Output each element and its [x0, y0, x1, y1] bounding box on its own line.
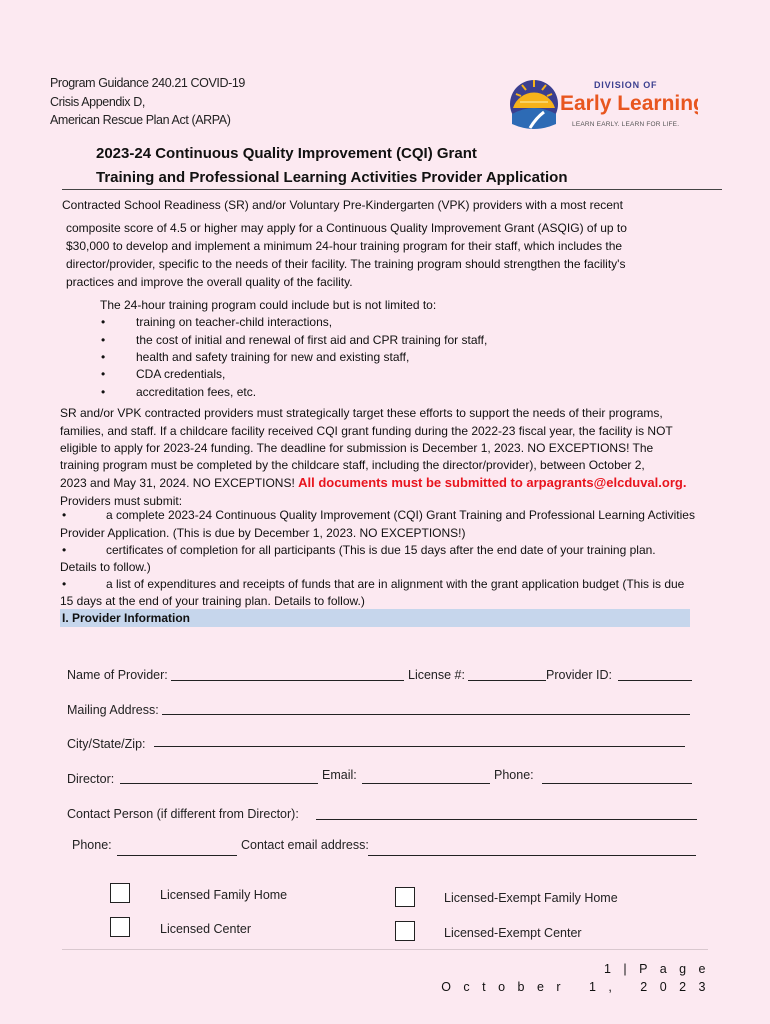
intro-line-5: practices and improve the overall quality of the facility. — [66, 275, 353, 289]
submit-lead: Providers must submit: — [60, 494, 183, 508]
provider-id-field[interactable] — [618, 680, 692, 681]
strategy-line-4: training program must be completed by the childcare staff, including the director/provider), between October 2, — [60, 458, 645, 472]
submit-item-2-line-1: certificates of completion for all participants (This is due 15 days after the end date of your training plan. — [106, 543, 656, 557]
contact-phone-label: Phone: — [72, 838, 112, 852]
submit-item-2-line-2: Details to follow.) — [60, 560, 151, 574]
division-of-early-learning-logo — [508, 74, 698, 136]
strategy-line-3: eligible to apply for 2023-24 funding. The deadline for submission is December 1, 2023. NO EXCEPTIONS! The — [60, 441, 654, 455]
city-state-zip-field[interactable] — [154, 746, 685, 747]
header-line-3: American Rescue Plan Act (ARPA) — [50, 113, 231, 127]
phone-field[interactable] — [542, 783, 692, 784]
mailing-address-label: Mailing Address: — [67, 703, 159, 717]
director-field[interactable] — [120, 783, 318, 784]
page-number: 1 | P a g e — [603, 962, 710, 976]
email-field[interactable] — [362, 783, 490, 784]
licensed-exempt-family-home-checkbox[interactable] — [395, 887, 415, 907]
submit-item-3-line-2: 15 days at the end of your training plan. Details to follow.) — [60, 594, 365, 608]
bullet: • — [101, 333, 106, 347]
provider-id-label: Provider ID: — [546, 668, 612, 682]
training-item-1: training on teacher-child interactions, — [136, 315, 333, 329]
bullet: • — [62, 508, 67, 522]
page-title-line-2: Training and Professional Learning Activities Provider Application — [96, 169, 568, 186]
document-header — [50, 74, 245, 130]
mailing-address-field[interactable] — [162, 714, 690, 715]
phone-label: Phone: — [494, 768, 534, 782]
footer-date: O c t o b e r 1 , 2 0 2 3 — [441, 980, 710, 994]
bullet: • — [101, 367, 106, 381]
training-lead: The 24-hour training program could include but is not limited to: — [100, 298, 437, 312]
page-title-line-1: 2023-24 Continuous Quality Improvement (CQI) Grant — [96, 145, 477, 162]
strategy-line-5 — [60, 475, 686, 490]
intro-line-2: composite score of 4.5 or higher may apply for a Continuous Quality Improvement Grant (ASQIG) of up to — [66, 221, 627, 235]
header-line-1: Program Guidance 240.21 COVID-19 — [50, 76, 245, 90]
logo-division-text: DIVISION OF — [594, 80, 658, 90]
license-label: License #: — [408, 668, 465, 682]
contact-email-field[interactable] — [368, 855, 696, 856]
licensed-center-checkbox[interactable] — [110, 917, 130, 937]
submit-item-1-line-2: Provider Application. (This is due by December 1, 2023. NO EXCEPTIONS!) — [60, 526, 466, 540]
bullet: • — [101, 350, 106, 364]
footer-divider — [62, 949, 708, 950]
submit-item-1-line-1: a complete 2023-24 Continuous Quality Improvement (CQI) Grant Training and Professional Learning Activities — [106, 508, 695, 522]
contact-email-label: Contact email address: — [241, 838, 369, 852]
licensed-exempt-center-checkbox[interactable] — [395, 921, 415, 941]
strategy-line-1: SR and/or VPK contracted providers must strategically target these efforts to support the needs of their programs, — [60, 406, 663, 420]
licensed-exempt-family-home-label: Licensed-Exempt Family Home — [444, 891, 618, 905]
contact-person-label: Contact Person (if different from Director): — [67, 807, 299, 821]
training-item-3: health and safety training for new and existing staff, — [136, 350, 410, 364]
strategy-line-2: families, and staff. If a childcare facility received CQI grant funding during the 2022-23 fiscal year, the facility is NOT — [60, 424, 673, 438]
email-label: Email: — [322, 768, 357, 782]
licensed-family-home-label: Licensed Family Home — [160, 888, 288, 902]
licensed-family-home-checkbox[interactable] — [110, 883, 130, 903]
logo-tagline-text: LEARN EARLY. LEARN FOR LIFE. — [572, 121, 680, 128]
bullet: • — [62, 577, 67, 591]
bullet: • — [101, 315, 106, 329]
bullet: • — [62, 543, 67, 557]
training-item-5: accreditation fees, etc. — [136, 385, 257, 399]
training-item-4: CDA credentials, — [136, 367, 226, 381]
license-field[interactable] — [468, 680, 546, 681]
section-title: I. Provider Information — [62, 611, 191, 625]
notice-period: . — [682, 475, 687, 490]
bullet: • — [101, 385, 106, 399]
training-item-2: the cost of initial and renewal of first aid and CPR training for staff, — [136, 333, 488, 347]
submission-email-notice: All documents must be submitted to arpagrants@elcduval.org — [298, 475, 683, 490]
header-line-2: Crisis Appendix D, — [50, 94, 145, 109]
intro-line-1: Contracted School Readiness (SR) and/or Voluntary Pre-Kindergarten (VPK) providers with a most recent — [62, 198, 623, 212]
section-provider-information — [60, 609, 690, 627]
city-state-zip-label: City/State/Zip: — [67, 737, 146, 751]
strategy-last-text: 2023 and May 31, 2024. NO EXCEPTIONS! — [60, 476, 295, 490]
title-divider — [62, 189, 722, 190]
licensed-center-label: Licensed Center — [160, 922, 252, 936]
contact-phone-field[interactable] — [117, 855, 237, 856]
provider-name-field[interactable] — [171, 680, 404, 681]
director-label: Director: — [67, 772, 115, 786]
contact-person-field[interactable] — [316, 819, 697, 820]
logo-name-text: Early Learning — [560, 92, 698, 115]
provider-name-label: Name of Provider: — [67, 668, 168, 682]
intro-line-3: $30,000 to develop and implement a minimum 24-hour training program for their staff, which includes the — [66, 239, 623, 253]
licensed-exempt-center-label: Licensed-Exempt Center — [444, 926, 582, 940]
intro-line-4: director/provider, specific to the needs of their facility. The training program should strengthen the facility's — [66, 257, 626, 271]
submit-item-3-line-1: a list of expenditures and receipts of funds that are in alignment with the grant application budget (This is due — [106, 577, 685, 591]
